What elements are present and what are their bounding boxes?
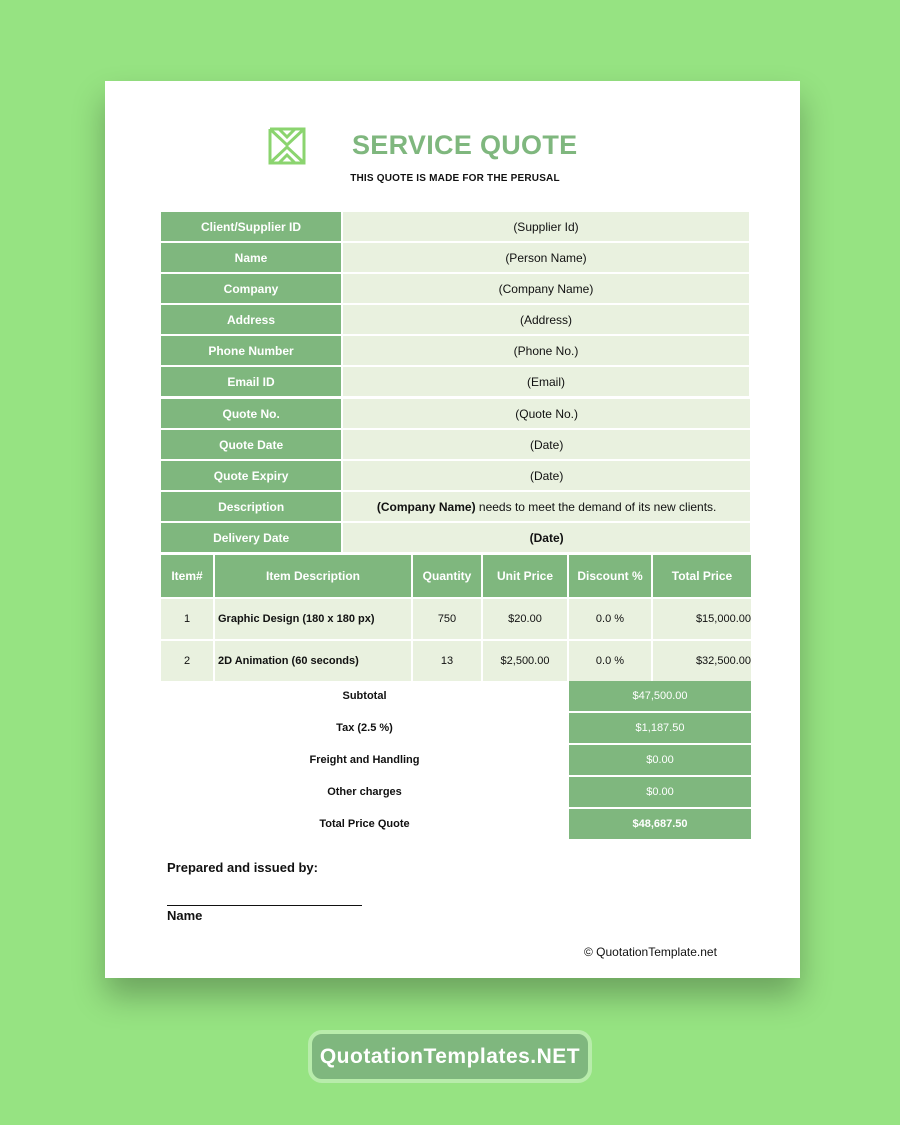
field-value: (Person Name): [342, 242, 749, 273]
signature-line: [167, 905, 362, 906]
item-quantity: 13: [412, 640, 482, 681]
table-row: [161, 522, 750, 553]
field-value: (Address): [342, 304, 749, 335]
field-value: (Date): [342, 460, 750, 491]
field-value: (Phone No.): [342, 335, 749, 366]
item-discount: 0.0 %: [568, 598, 652, 640]
field-label: Email ID: [161, 366, 342, 397]
table-row: [161, 273, 749, 304]
field-value: (Date): [342, 522, 750, 553]
table-row: [161, 491, 750, 522]
field-label: Quote No.: [161, 399, 342, 429]
subtotal-value: $47,500.00: [569, 681, 751, 711]
column-header: Quantity: [412, 555, 482, 598]
table-row: [161, 304, 749, 335]
copyright-text: © QuotationTemplate.net: [584, 945, 717, 959]
column-header: Item#: [161, 555, 214, 598]
total-value: $48,687.50: [569, 809, 751, 839]
item-total: $32,500.00: [652, 640, 751, 681]
logo-icon: [267, 127, 307, 165]
field-label: Address: [161, 304, 342, 335]
tax-value: $1,187.50: [569, 713, 751, 743]
total-label: Total Price Quote: [319, 818, 410, 830]
page-subtitle: THIS QUOTE IS MADE FOR THE PERUSAL: [350, 173, 560, 184]
table-row: [161, 399, 750, 429]
description-text: needs to meet the demand of its new clients.: [475, 499, 717, 514]
items-table: [161, 555, 751, 681]
item-quantity: 750: [412, 598, 482, 640]
table-row: [161, 242, 749, 273]
column-header: Total Price: [652, 555, 751, 598]
subtotal-label: Subtotal: [342, 690, 387, 702]
field-value: (Company Name): [342, 273, 749, 304]
table-row: [161, 460, 750, 491]
table-row: [161, 366, 749, 397]
item-description: Graphic Design (180 x 180 px): [214, 598, 412, 640]
other-charges-value: $0.00: [569, 777, 751, 807]
page-title: SERVICE QUOTE: [352, 130, 578, 160]
item-unit-price: $2,500.00: [482, 640, 568, 681]
signature-name-label: Name: [167, 908, 203, 923]
field-value: (Supplier Id): [342, 212, 749, 242]
item-number: 1: [161, 598, 214, 640]
item-total: $15,000.00: [652, 598, 751, 640]
quote-info-table: [161, 399, 750, 554]
column-header: Discount %: [568, 555, 652, 598]
field-label: Quote Expiry: [161, 460, 342, 491]
freight-label: Freight and Handling: [309, 754, 420, 766]
field-value: [342, 491, 750, 522]
field-label: Name: [161, 242, 342, 273]
table-row: [161, 335, 749, 366]
table-row: [161, 640, 751, 681]
table-row: [161, 429, 750, 460]
item-number: 2: [161, 640, 214, 681]
prepared-by-label: Prepared and issued by:: [167, 860, 318, 875]
field-label: Client/Supplier ID: [161, 212, 342, 242]
freight-value: $0.00: [569, 745, 751, 775]
field-value: (Email): [342, 366, 749, 397]
company-name-placeholder: (Company Name): [376, 499, 476, 514]
field-label: Company: [161, 273, 342, 304]
other-charges-label: Other charges: [327, 786, 402, 798]
field-value: (Date): [342, 429, 750, 460]
item-discount: 0.0 %: [568, 640, 652, 681]
field-label: Description: [161, 491, 342, 522]
item-unit-price: $20.00: [482, 598, 568, 640]
field-label: Delivery Date: [161, 522, 342, 553]
item-description: 2D Animation (60 seconds): [214, 640, 412, 681]
field-label: Quote Date: [161, 429, 342, 460]
field-label: Phone Number: [161, 335, 342, 366]
table-header-row: [161, 555, 751, 598]
site-badge: QuotationTemplates.NET: [308, 1030, 592, 1083]
client-info-table: [161, 212, 749, 398]
field-value: (Quote No.): [342, 399, 750, 429]
table-row: [161, 212, 749, 242]
tax-label: Tax (2.5 %): [336, 722, 393, 734]
column-header: Unit Price: [482, 555, 568, 598]
table-row: [161, 598, 751, 640]
column-header: Item Description: [214, 555, 412, 598]
